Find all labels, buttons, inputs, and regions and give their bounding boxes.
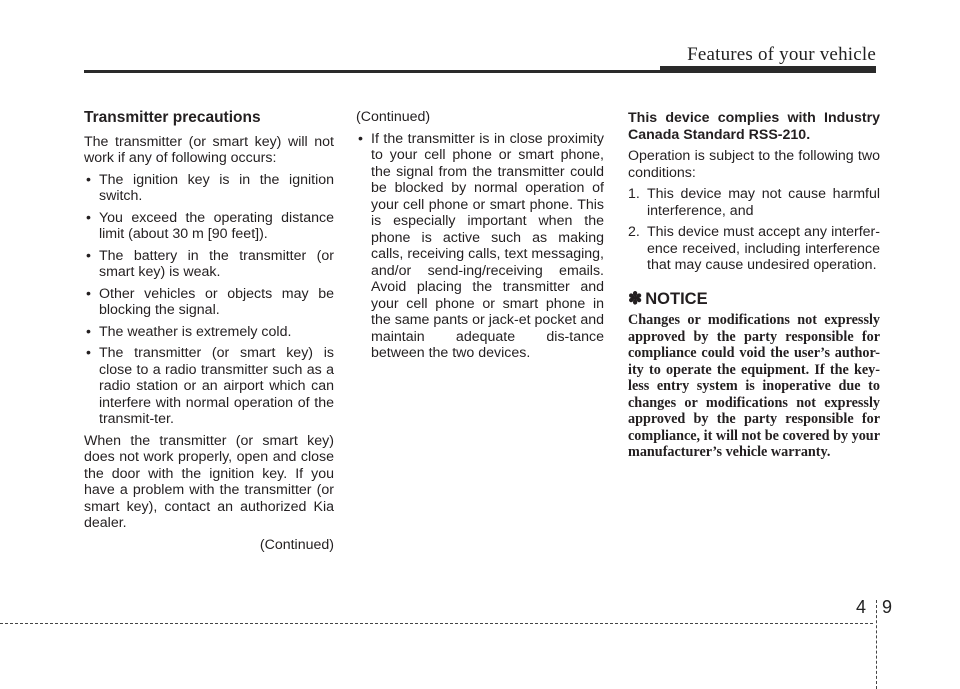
notice-body: Changes or modifications not expressly approved by the party responsible for compliance could void the user’s author-ity to operate the equipment. If the key-less entry system is inoperative due to changes or modifications not expressly approved by the party responsible for compliance, it will not be covered by your manufacturer’s vehicle warranty.	[628, 312, 880, 460]
precaution-list-continued	[356, 131, 604, 362]
bullet-icon: •	[86, 345, 91, 361]
footer-vertical-divider	[876, 600, 877, 689]
body-paragraph: When the transmitter (or smart key) does not work properly, open and close the door with the ignition key. If you have a problem with the transmitter (or smart key), contact an authorized Kia dealer.	[84, 432, 334, 531]
list-item: • If the transmitter is in close proximity to your cell phone or smart phone, the signal from the transmitter could be blocked by normal operation of your cell phone or smart phone. This is especially important when the phone is active such as making calls, receiving calls, text messaging, and/or send-ing/receiving emails. Avoid placing the transmitter and your cell phone or smart phone in the same pants or jack-et pocket and maintain adequate dis-tance between the two devices.	[358, 130, 604, 361]
column-1	[84, 110, 334, 558]
precaution-list	[84, 172, 334, 428]
continued-label: (Continued)	[259, 536, 334, 553]
intro-paragraph: The transmitter (or smart key) will not work if any of following occurs:	[84, 133, 334, 166]
bullet-icon: •	[358, 130, 363, 147]
footer-dashed-line	[0, 623, 873, 624]
bullet-icon: •	[86, 323, 91, 340]
list-item: • The ignition key is in the ignition switch.	[86, 171, 334, 204]
bullet-icon: •	[86, 247, 91, 264]
list-item: • The battery in the transmitter (or smart key) is weak.	[86, 247, 334, 280]
bullet-icon: •	[86, 209, 91, 226]
bullet-icon: •	[86, 285, 91, 302]
column-3	[628, 110, 880, 466]
list-item: 1. This device may not cause harmful interference, and	[628, 186, 880, 219]
page-number: 9	[882, 597, 893, 617]
header-rule	[84, 70, 660, 73]
conditions-list	[628, 186, 880, 274]
notice-heading	[628, 288, 880, 308]
section-heading: Transmitter precautions	[84, 109, 261, 126]
column-2	[356, 109, 604, 367]
list-number: 1.	[628, 186, 640, 202]
notice-title: NOTICE	[645, 289, 708, 308]
header-bar	[660, 66, 876, 73]
list-number: 2.	[628, 224, 640, 240]
continued-label: (Continued)	[356, 109, 431, 125]
list-item: • Other vehicles or objects may be blocking the signal.	[86, 285, 334, 318]
list-item: 2. This device must accept any interfer-ence received, including interference that may cause undesired operation.	[628, 224, 880, 273]
list-item: • The transmitter (or smart key) is close to a radio transmitter such as a radio station or an airport which can interfere with normal operation of the transmit-ter.	[86, 345, 334, 427]
list-item: • You exceed the operating distance limit (about 30 m [90 feet]).	[86, 209, 334, 242]
section-number: 4	[856, 597, 867, 617]
list-item: • The weather is extremely cold.	[86, 323, 292, 340]
conditions-intro: Operation is subject to the following two conditions:	[628, 148, 880, 181]
bullet-icon: •	[86, 171, 91, 188]
asterisk-icon: ✽	[628, 288, 643, 308]
header-title: Features of your vehicle	[687, 44, 876, 65]
compliance-statement: This device complies with Industry Canada Standard RSS-210.	[628, 110, 880, 143]
